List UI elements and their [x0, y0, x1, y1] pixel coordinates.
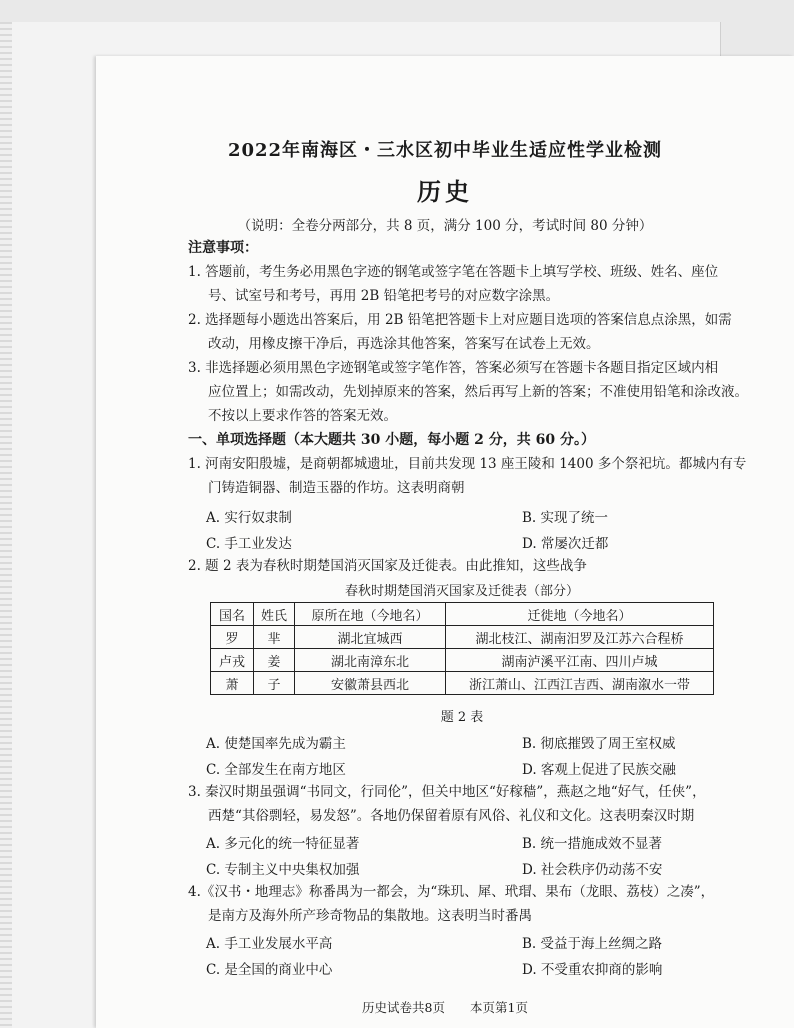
q3-option-b: B. 统一措施成效不显著 [522, 836, 663, 852]
exam-title: 2022年南海区・三水区初中毕业生适应性学业检测 [227, 140, 663, 161]
table-cell: 安徽萧县西北 [295, 672, 446, 695]
table-cell: 姜 [254, 649, 295, 672]
section-heading: 一、单项选择题（本大题共 30 小题，每小题 2 分，共 60 分。） [188, 432, 595, 448]
table-cell: 卢戎 [211, 649, 254, 672]
table-cell: 湖南泸溪平江南、四川卢城 [446, 649, 714, 672]
question-1-stem: 门铸造铜器、制造玉器的作坊。这表明商朝 [208, 480, 465, 496]
table-title: 春秋时期楚国消灭国家及迁徙表（部分） [344, 584, 579, 599]
table-cell: 湖北枝江、湖南汨罗及江苏六合程桥 [446, 626, 714, 649]
notice-line: 2. 选择题每小题选出答案后，用 2B 铅笔把答题卡上对应题目选项的答案信息点涂黑，如需 [188, 312, 732, 328]
data-table [210, 602, 714, 695]
table-header-cell: 迁徙地（今地名） [446, 603, 714, 626]
table-header-cell: 姓氏 [254, 603, 295, 626]
table-row [211, 672, 714, 695]
q2-option-a: A. 使楚国率先成为霸主 [206, 736, 346, 752]
notice-line: 1. 答题前，考生务必用黑色字迹的钢笔或签字笔在答题卡上填写学校、班级、姓名、座位 [188, 264, 719, 280]
table-header-cell: 国名 [211, 603, 254, 626]
exam-page [96, 56, 794, 1028]
q4-option-c: C. 是全国的商业中心 [206, 962, 333, 978]
table-header-row [211, 603, 714, 626]
table-header-cell: 原所在地（今地名） [295, 603, 446, 626]
notice-line: 号、试室号和考号，再用 2B 铅笔把考号的对应数字涂黑。 [208, 288, 560, 304]
table-cell: 浙江萧山、江西江吉西、湖南溆水一带 [446, 672, 714, 695]
q1-option-c: C. 手工业发达 [206, 536, 292, 552]
q3-option-c: C. 专制主义中央集权加强 [206, 862, 360, 878]
question-1-stem: 1. 河南安阳殷墟，是商朝都城遗址，目前共发现 13 座王陵和 1400 多个祭祀坑。都城内有专 [188, 456, 747, 472]
q4-option-b: B. 受益于海上丝绸之路 [522, 936, 663, 952]
exam-note: （说明：全卷分两部分，共 8 页，满分 100 分，考试时间 80 分钟） [237, 218, 653, 234]
table-cell: 湖北南漳东北 [295, 649, 446, 672]
question-4-stem: 是南方及海外所产珍奇物品的集散地。这表明当时番禺 [208, 908, 532, 924]
notice-line: 应位置上；如需改动，先划掉原来的答案，然后再写上新的答案；不准使用铅笔和涂改液。 [208, 384, 748, 400]
table-row [211, 626, 714, 649]
table-cell: 子 [254, 672, 295, 695]
table-cell: 湖北宜城西 [295, 626, 446, 649]
table-caption: 题 2 表 [440, 710, 484, 725]
q1-option-a: A. 实行奴隶制 [206, 510, 292, 526]
q1-option-d: D. 常屡次迁都 [522, 536, 609, 552]
q4-option-d: D. 不受重农抑商的影响 [522, 962, 663, 978]
question-3-stem: 西楚“其俗剽轻，易发怒”。各地仍保留着原有风俗、礼仪和文化。这表明秦汉时期 [208, 808, 695, 824]
exam-subject: 历史 [417, 177, 473, 206]
page-footer: 历史试卷共8页 本页第1页 [362, 1000, 528, 1015]
notice-line: 不按以上要求作答的答案无效。 [208, 408, 397, 424]
notice-line: 3. 非选择题必须用黑色字迹钢笔或签字笔作答，答案必须写在答题卡各题目指定区域内相 [188, 360, 719, 376]
q1-option-b: B. 实现了统一 [522, 510, 609, 526]
q3-option-a: A. 多元化的统一特征显著 [206, 836, 360, 852]
question-3-stem: 3. 秦汉时期虽强调“书同文，行同伦”，但关中地区“好稼穑”，燕赵之地“好气，任侠”， [188, 784, 706, 800]
q3-option-d: D. 社会秩序仍动荡不安 [522, 862, 663, 878]
table-row [211, 649, 714, 672]
table-cell: 芈 [254, 626, 295, 649]
question-2-stem: 2. 题 2 表为春秋时期楚国消灭国家及迁徙表。由此推知，这些战争 [188, 558, 587, 574]
q4-option-a: A. 手工业发展水平高 [206, 936, 333, 952]
q2-option-c: C. 全部发生在南方地区 [206, 762, 346, 778]
table-cell: 萧 [211, 672, 254, 695]
notice-heading: 注意事项： [188, 240, 258, 256]
table-cell: 罗 [211, 626, 254, 649]
q2-option-d: D. 客观上促进了民族交融 [522, 762, 676, 778]
q2-option-b: B. 彻底摧毁了周王室权威 [522, 736, 676, 752]
notice-line: 改动，用橡皮擦干净后，再选涂其他答案，答案写在试卷上无效。 [208, 336, 600, 352]
question-4-stem: 4.《汉书・地理志》称番禺为一都会，为“珠玑、犀、玳瑁、果布（龙眼、荔枝）之凑”， [188, 884, 715, 900]
